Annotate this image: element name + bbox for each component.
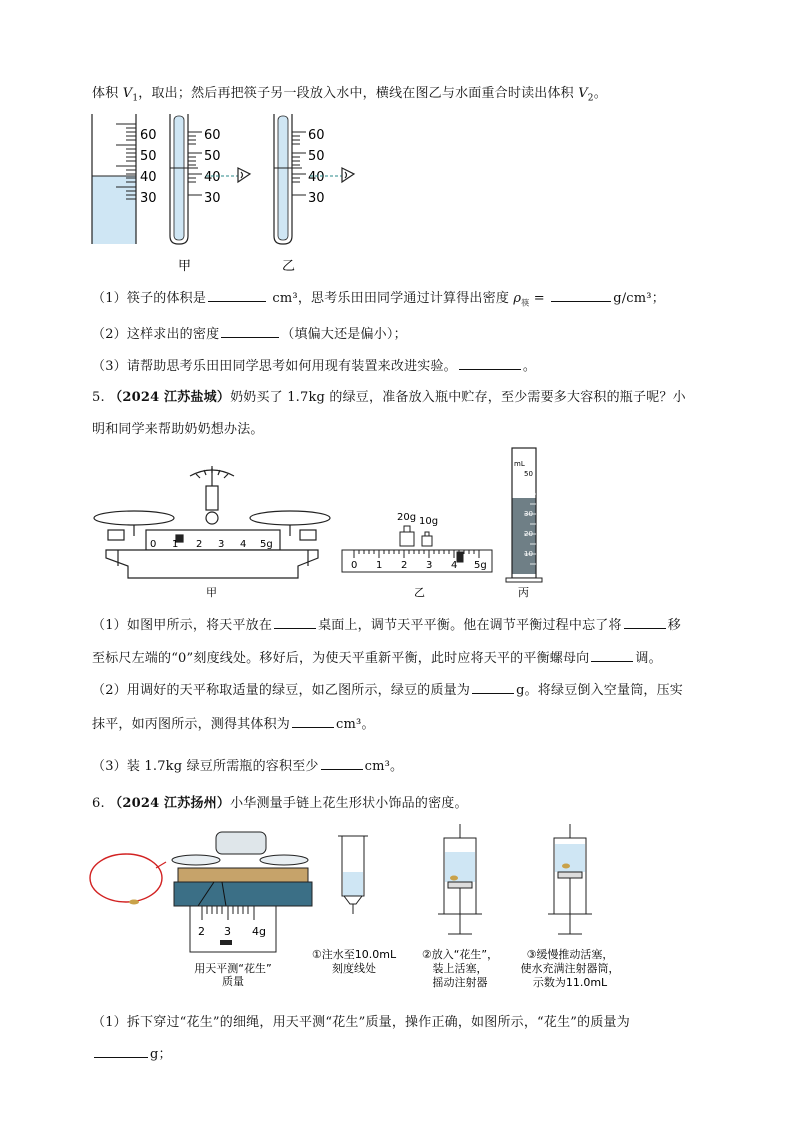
text-segment: = xyxy=(529,291,550,306)
answer-blank[interactable] xyxy=(274,616,316,629)
tick-label: 30 xyxy=(524,510,533,518)
q5-1-line2 xyxy=(92,647,662,666)
text-segment: 至标尺左端的“0”刻度线处。移好后，为使天平重新平衡，此时应将天平的平衡螺母向 xyxy=(92,651,590,666)
text-segment: 。 xyxy=(522,359,537,374)
text-segment: cm³，思考乐田田同学通过计算得出密度 xyxy=(268,291,514,306)
text-segment: 移 xyxy=(667,618,681,633)
text-segment: （3）请帮助思考乐田田同学思考如何用现有装置来改进实验。 xyxy=(92,359,457,374)
tick-label: 60 xyxy=(204,128,221,143)
q5-stem-1 xyxy=(92,386,686,405)
caption-balance-2: 质量 xyxy=(222,975,244,988)
tick-label: 60 xyxy=(308,128,325,143)
question-source: （2024 江苏扬州） xyxy=(109,796,231,811)
eye-icon xyxy=(238,168,250,182)
label-bing: 丙 xyxy=(518,586,529,599)
label-yi: 乙 xyxy=(282,259,296,274)
scale-yi xyxy=(342,550,492,572)
text-segment: g/cm³； xyxy=(613,291,665,306)
tick-label: 10 xyxy=(524,550,533,558)
text-segment: （1）如图甲所示，将天平放在 xyxy=(92,618,273,633)
text-segment: g； xyxy=(150,1047,172,1062)
answer-blank[interactable] xyxy=(472,681,514,694)
text-segment: 体积 xyxy=(92,86,123,101)
question-number: 5. xyxy=(92,390,110,405)
scale-label: 0 xyxy=(351,560,358,571)
step3-line3: 示数为11.0mL xyxy=(532,976,608,989)
var-v2-sub: 2 xyxy=(587,93,594,104)
tick-label: 20 xyxy=(524,530,533,538)
step2-line3: 摇动注射器 xyxy=(432,976,488,989)
answer-blank[interactable] xyxy=(591,649,633,662)
balance-huasheng xyxy=(172,832,312,906)
cylinder-water xyxy=(92,114,157,244)
eye-icon xyxy=(342,168,354,182)
scale-label: 2 xyxy=(198,925,205,938)
label-jia: 甲 xyxy=(206,586,217,599)
answer-blank[interactable] xyxy=(221,325,279,338)
weight-10g: 10g xyxy=(419,516,439,527)
bracelet-icon xyxy=(90,854,166,905)
syringe-step1 xyxy=(338,836,368,914)
cylinder-bing xyxy=(506,448,542,582)
unit-cm3: cm³ xyxy=(336,717,362,732)
answer-blank[interactable] xyxy=(292,715,334,728)
syringe-step2 xyxy=(438,824,482,934)
tick-label: 40 xyxy=(524,490,533,498)
q6-stem xyxy=(92,792,468,811)
unit-cm3: cm³ xyxy=(364,759,391,774)
text-segment: g。将绿豆倒入空量筒，压实 xyxy=(516,683,684,698)
text-segment: 。 xyxy=(593,86,607,101)
q5-2-line1 xyxy=(92,679,683,698)
var-v2: V xyxy=(578,86,588,101)
step3-line2: 使水充满注射器筒， xyxy=(520,962,620,975)
q5-2-line2 xyxy=(92,713,375,732)
scale-label: 3 xyxy=(426,560,433,571)
tick-label: 40 xyxy=(204,170,221,185)
label-yi: 乙 xyxy=(414,586,425,599)
cylinder-yi xyxy=(274,114,354,244)
text-segment: 。 xyxy=(361,717,375,732)
text-segment: 明和同学来帮助奶奶想办法。 xyxy=(92,422,264,437)
text-segment: （1）拆下穿过“花生”的细绳，用天平测“花生”质量，操作正确，如图所示，“花生”的质量为 xyxy=(92,1015,630,1030)
text-segment: 桌面上，调节天平平衡。他在调节平衡过程中忘了将 xyxy=(318,618,622,633)
tick-label: 50 xyxy=(524,470,533,478)
text-segment: 调。 xyxy=(635,651,662,666)
q4-2 xyxy=(92,323,407,342)
scale-label: 3 xyxy=(218,539,225,550)
tick-label: 40 xyxy=(140,170,157,185)
rho-symbol: ρ xyxy=(513,291,522,306)
intro-line xyxy=(92,82,607,104)
q4-3 xyxy=(92,355,536,374)
step1-line2: 刻度线处 xyxy=(332,962,376,975)
tick-label: 30 xyxy=(308,191,325,206)
text-segment: （3）装 1.7kg 绿豆所需瓶的容积至少 xyxy=(92,759,319,774)
question-number: 6. xyxy=(92,796,110,811)
rho-sub: 筷 xyxy=(521,298,530,308)
scale-label: 4 xyxy=(240,539,247,550)
answer-blank[interactable] xyxy=(551,289,611,302)
answer-blank[interactable] xyxy=(94,1045,148,1058)
answer-blank[interactable] xyxy=(208,289,266,302)
cylinders-figure xyxy=(88,108,378,278)
step3-line1: ③缓慢推动活塞， xyxy=(526,948,614,961)
scale-label: 5g xyxy=(474,560,487,571)
syringe-figure xyxy=(86,822,646,992)
text-segment: （填偏大还是偏小）； xyxy=(281,327,407,342)
tick-label: 60 xyxy=(140,128,157,143)
scale-label: 2 xyxy=(401,560,408,571)
balance-figure xyxy=(88,446,548,602)
q5-1-line1 xyxy=(92,614,681,633)
scale-label: 1 xyxy=(376,560,383,571)
cylinder-jia xyxy=(170,114,250,244)
text-segment: 抹平，如丙图所示，测得其体积为 xyxy=(92,717,291,732)
tick-label: 50 xyxy=(204,149,221,164)
text-segment: （2）这样求出的密度 xyxy=(92,327,220,342)
text-segment: 小华测量手链上花生形状小饰品的密度。 xyxy=(230,796,468,811)
var-v1: V xyxy=(122,86,133,101)
var-v1-sub: 1 xyxy=(132,93,139,104)
scale-label: 4 xyxy=(451,560,458,571)
scale-label: 2 xyxy=(196,539,203,550)
step2-line2: 装上活塞， xyxy=(432,962,488,975)
text-segment: 奶奶买了 1.7kg 的绿豆，准备放入瓶中贮存，至少需要多大容积的瓶子呢？小 xyxy=(230,390,686,405)
text-segment: （2）用调好的天平称取适量的绿豆，如乙图所示，绿豆的质量为 xyxy=(92,683,471,698)
answer-blank[interactable] xyxy=(624,616,666,629)
tick-label: 50 xyxy=(308,149,325,164)
q5-stem-2 xyxy=(92,418,264,437)
text-segment: （1）筷子的体积是 xyxy=(92,291,207,306)
scale-label: 5g xyxy=(260,539,273,550)
tick-label: 50 xyxy=(140,149,157,164)
scale-label: 0 xyxy=(150,539,157,550)
balance-huasheng-scale xyxy=(190,906,276,952)
question-source: （2024 江苏盐城） xyxy=(109,390,231,405)
answer-blank[interactable] xyxy=(321,757,363,770)
balance-jia xyxy=(94,466,330,578)
syringe-step3 xyxy=(548,824,592,934)
tick-label: 30 xyxy=(140,191,157,206)
scale-label: 3 xyxy=(224,925,231,938)
cyl-unit: mL xyxy=(514,460,525,468)
answer-blank[interactable] xyxy=(459,357,521,370)
step1-line1: ①注水至10.0mL xyxy=(311,948,397,961)
caption-balance-1: 用天平测“花生” xyxy=(194,962,272,975)
weights-yi xyxy=(400,526,432,546)
q4-1 xyxy=(92,287,665,309)
label-jia: 甲 xyxy=(178,259,192,274)
weight-20g: 20g xyxy=(397,512,417,523)
tick-label: 40 xyxy=(308,170,325,185)
q5-3 xyxy=(92,755,403,774)
text-segment: 。 xyxy=(390,759,404,774)
q6-1-line2 xyxy=(92,1043,172,1062)
tick-label: 30 xyxy=(204,191,221,206)
step2-line1: ②放入“花生”， xyxy=(421,948,499,961)
scale-label: 4g xyxy=(252,925,266,938)
q6-1-line1 xyxy=(92,1011,630,1030)
scale-label: 1 xyxy=(172,539,179,550)
text-segment: ，取出；然后再把筷子另一段放入水中，横线在图乙与水面重合时读出体积 xyxy=(138,86,579,101)
